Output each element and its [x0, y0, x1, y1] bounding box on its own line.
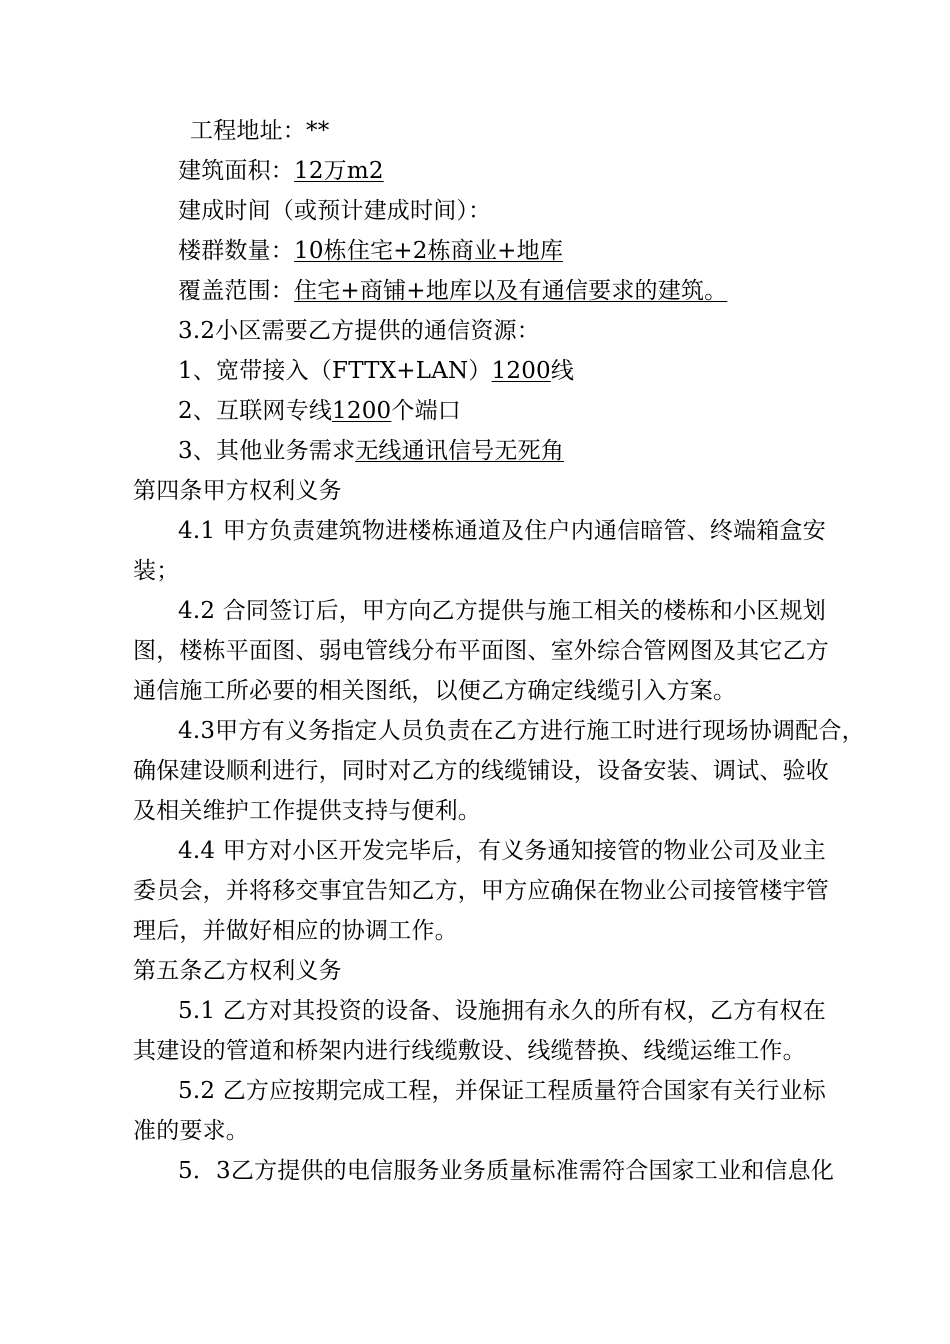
- completion-line: [178, 197, 491, 225]
- article-4-3-line-2: 确保建设顺利进行，同时对乙方的线缆铺设，设备安装、调试、验收: [133, 758, 829, 784]
- article-4-2-line-2: 图，楼栋平面图、弱电管线分布平面图、室外综合管网图及其它乙方: [133, 638, 829, 664]
- resource-item-1-suffix: 线: [550, 358, 575, 384]
- article-4-3-line-3: 及相关维护工作提供支持与便利。: [133, 798, 481, 824]
- article-4-2-line-1: 4.2 合同签订后，甲方向乙方提供与施工相关的楼栋和小区规划: [178, 598, 826, 624]
- buildings-value: 10栋住宅+2栋商业+地库: [294, 238, 564, 264]
- resource-item-3-prefix: 3、其他业务需求: [178, 438, 356, 464]
- resource-item-1-prefix: 1、宽带接入（FTTX+LAN）: [178, 358, 492, 384]
- article-5-2-line-1: 5.2 乙方应按期完成工程，并保证工程质量符合国家有关行业标: [178, 1078, 826, 1104]
- article-4-4-line-3: 理后，并做好相应的协调工作。: [133, 918, 458, 944]
- address-label: 工程地址：: [190, 118, 306, 144]
- buildings-label: 楼群数量：: [178, 238, 294, 264]
- completion-label: 建成时间（或预计建成时间）：: [178, 198, 492, 224]
- coverage-line: [178, 277, 727, 305]
- article-4-1-line-1: 4.1 甲方负责建筑物进楼栋通道及住户内通信暗管、终端箱盒安: [178, 518, 826, 544]
- address-line: [190, 117, 329, 145]
- address-value: **: [306, 118, 330, 144]
- resource-item-2-value: 1200: [332, 398, 392, 424]
- resource-item-1: [178, 357, 574, 385]
- article-5-2-line-2: 准的要求。: [133, 1118, 249, 1144]
- article-5-title: 第五条乙方权利义务: [133, 958, 342, 984]
- resource-item-1-value: 1200: [491, 358, 551, 384]
- article-4-2-line-3: 通信施工所必要的相关图纸，以便乙方确定线缆引入方案。: [133, 678, 737, 704]
- article-4-3-line-1: 4.3甲方有义务指定人员负责在乙方进行施工时进行现场协调配合，: [178, 718, 865, 744]
- article-4-4-line-1: 4.4 甲方对小区开发完毕后，有义务通知接管的物业公司及业主: [178, 838, 826, 864]
- area-line: [178, 157, 384, 185]
- resources-heading: 3.2小区需要乙方提供的通信资源：: [178, 318, 540, 344]
- resource-item-2: [178, 397, 461, 425]
- area-label: 建筑面积：: [178, 158, 294, 184]
- article-5-1-line-1: 5.1 乙方对其投资的设备、设施拥有永久的所有权，乙方有权在: [178, 998, 826, 1024]
- buildings-line: [178, 237, 563, 265]
- resource-item-2-suffix: 个端口: [391, 398, 461, 424]
- resource-item-3: [178, 437, 564, 465]
- resource-item-2-prefix: 2、互联网专线: [178, 398, 333, 424]
- article-5-3-line-1: 5．3乙方提供的电信服务业务质量标准需符合国家工业和信息化: [178, 1158, 835, 1184]
- area-value: 12万m2: [294, 158, 384, 184]
- coverage-label: 覆盖范围：: [178, 278, 294, 304]
- resource-item-3-value: 无线通讯信号无死角: [355, 438, 565, 464]
- article-4-1-line-2: 装；: [133, 558, 180, 584]
- coverage-value: 住宅+商铺+地库以及有通信要求的建筑。: [294, 278, 728, 304]
- article-4-4-line-2: 委员会，并将移交事宜告知乙方，甲方应确保在物业公司接管楼宇管: [133, 878, 829, 904]
- article-5-1-line-2: 其建设的管道和桥架内进行线缆敷设、线缆替换、线缆运维工作。: [133, 1038, 806, 1064]
- article-4-title: 第四条甲方权利义务: [133, 478, 342, 504]
